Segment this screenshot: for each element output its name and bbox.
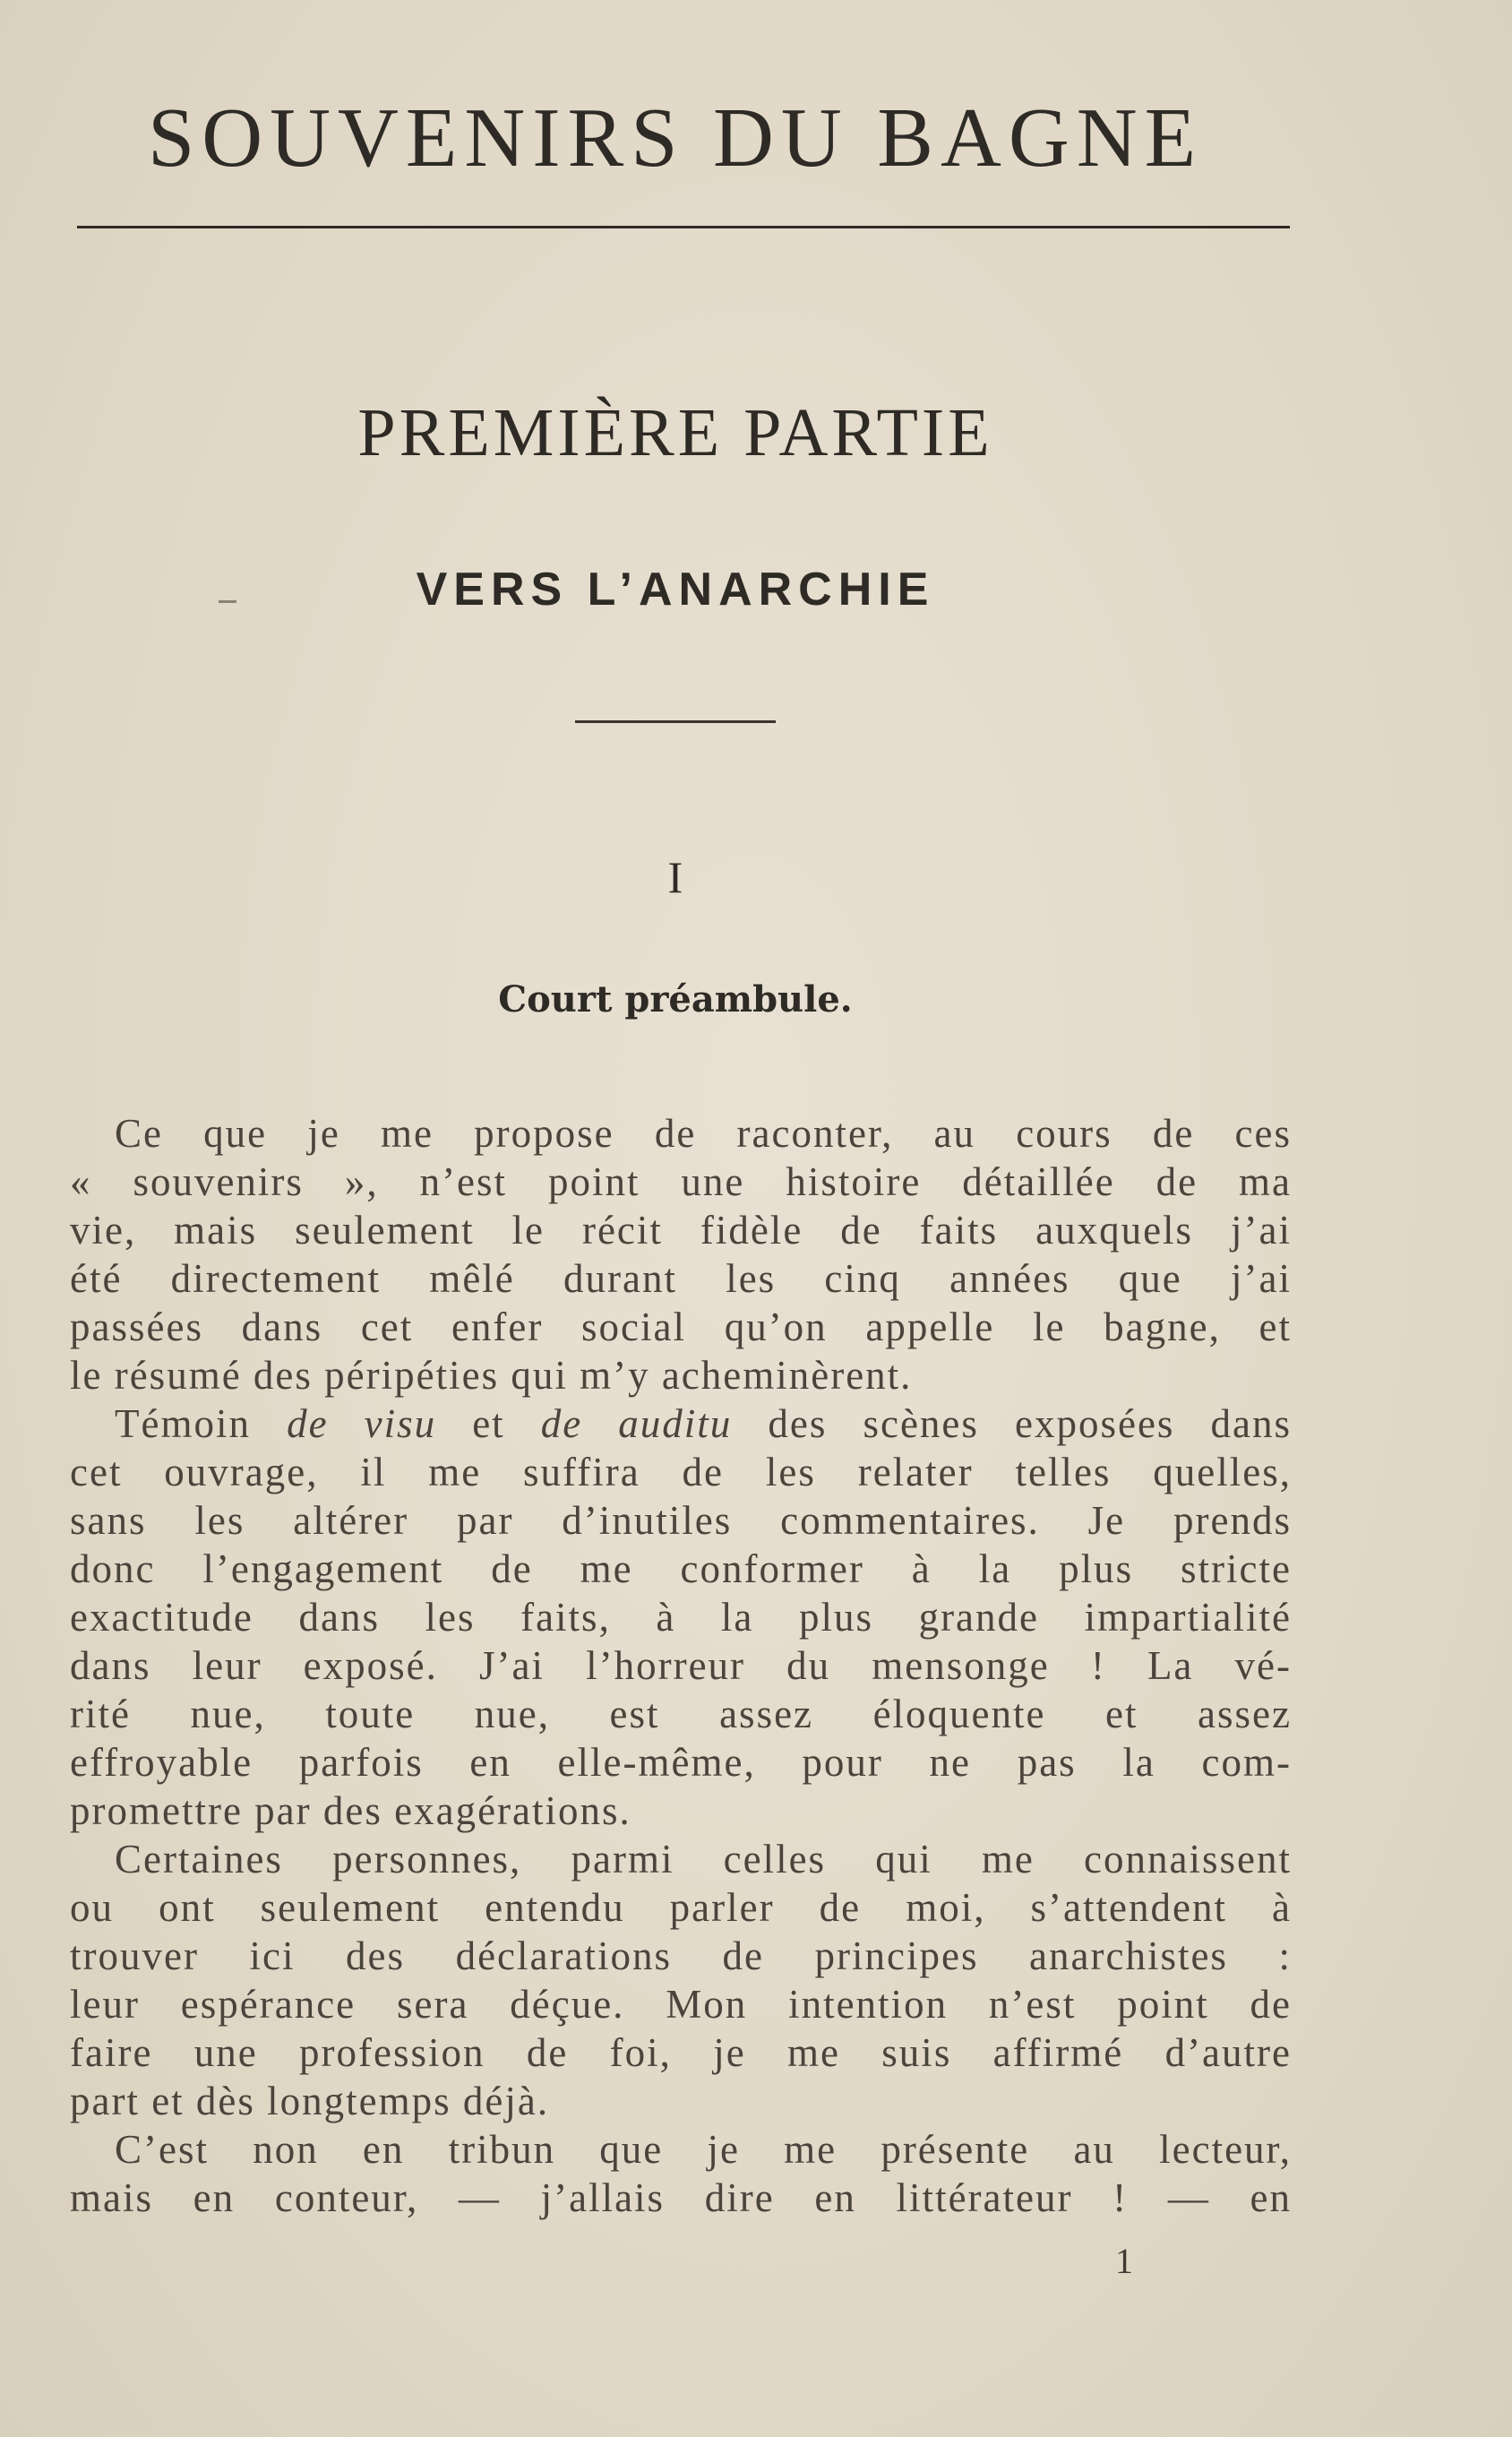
chapter-title: Court préambule. xyxy=(498,978,853,1020)
text-line xyxy=(70,1399,1292,1448)
text-line: promettre par des exagérations. xyxy=(70,1788,631,1833)
text-line: trouver ici des déclarations de principes anarchistes : xyxy=(70,1933,1292,1978)
text-line: Ce que je me propose de raconter, au cours de ces xyxy=(115,1111,1292,1156)
text-line: part et dès longtemps déjà. xyxy=(70,2079,550,2123)
text-line: leur espérance sera déçue. Mon intention n’est point de xyxy=(70,1982,1292,2027)
body-text xyxy=(70,1109,1292,2222)
text-line: rité nue, toute nue, est assez éloquente et assez xyxy=(70,1692,1292,1736)
page-number: 1 xyxy=(1115,2241,1133,2281)
text-line: Certaines personnes, parmi celles qui me connaissent xyxy=(115,1837,1292,1882)
italic-phrase: de auditu xyxy=(540,1401,733,1446)
text-line: vie, mais seulement le récit fidèle de faits auxquels j’ai xyxy=(70,1208,1292,1253)
text-line: C’est non en tribun que je me présente au lecteur, xyxy=(115,2127,1292,2172)
text-line: exactitude dans les faits, à la plus grande impartialité xyxy=(70,1595,1292,1640)
text-line: dans leur exposé. J’ai l’horreur du mensonge ! La vé- xyxy=(70,1643,1292,1688)
chapter-number: I xyxy=(667,852,683,902)
text-line: mais en conteur, — j’allais dire en littérateur ! — en xyxy=(70,2175,1292,2220)
text-line: effroyable parfois en elle-même, pour ne pas la com- xyxy=(70,1740,1292,1785)
text-line: sans les altérer par d’inutiles commentaires. Je prends xyxy=(70,1498,1292,1543)
section-title: VERS L’ANARCHIE xyxy=(416,564,935,616)
part-title: PREMIÈRE PARTIE xyxy=(357,395,993,470)
section-rule xyxy=(575,720,776,723)
text-line: donc l’engagement de me conformer à la plus stricte xyxy=(70,1546,1292,1591)
text-line: « souvenirs », n’est point une histoire détaillée de ma xyxy=(70,1159,1292,1204)
text-line: cet ouvrage, il me suffira de les relater telles quelles, xyxy=(70,1450,1292,1494)
text-fragment: des scènes exposées dans xyxy=(732,1401,1292,1446)
text-fragment: Témoin xyxy=(115,1401,288,1446)
text-line: ou ont seulement entendu parler de moi, s’attendent à xyxy=(70,1885,1292,1930)
text-line: faire une profession de foi, je me suis affirmé d’autre xyxy=(70,2030,1292,2075)
header-rule xyxy=(77,226,1290,228)
text-line: le résumé des péripéties qui m’y acheminèrent. xyxy=(70,1353,913,1398)
italic-phrase: de visu xyxy=(287,1401,437,1446)
text-fragment: et xyxy=(436,1401,541,1446)
text-line: passées dans cet enfer social qu’on appelle le bagne, et xyxy=(70,1305,1292,1349)
running-title: SOUVENIRS DU BAGNE xyxy=(147,91,1204,185)
text-line: été directement mêlé durant les cinq années que j’ai xyxy=(70,1256,1292,1301)
